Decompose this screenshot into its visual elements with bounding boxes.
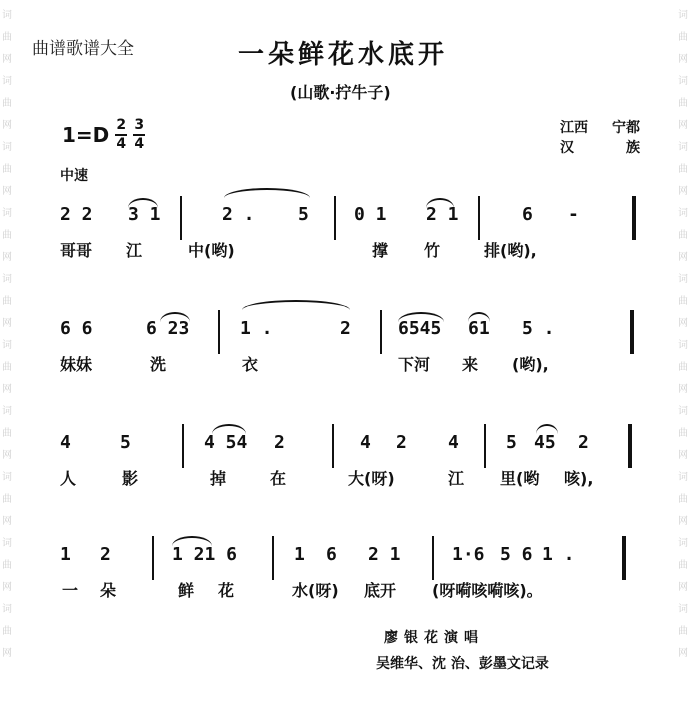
note-group: 6: [326, 544, 337, 565]
note-group: 2: [274, 432, 285, 453]
lyric: 影: [122, 469, 139, 488]
bar-line: [180, 196, 182, 240]
lyric: 撑: [372, 241, 389, 260]
bar-line: [478, 196, 480, 240]
lyric: (哟),: [512, 355, 549, 374]
lyric: 咳),: [564, 469, 594, 488]
bar-line: [218, 310, 220, 354]
bar-line: [632, 196, 636, 240]
credits: [376, 625, 549, 677]
lyric: 下河: [398, 355, 431, 374]
slur: [224, 188, 310, 198]
note-group: 4: [448, 432, 459, 453]
lyric: 花: [218, 581, 235, 600]
note-group: 2: [340, 318, 351, 339]
performer-credit: 廖银花演唱: [384, 630, 484, 646]
bar-line: [380, 310, 382, 354]
note-group: 5: [506, 432, 517, 453]
site-label: 曲谱歌谱大全: [32, 39, 134, 59]
lyric: 江: [448, 469, 465, 488]
slur: [536, 424, 558, 434]
slur: [398, 312, 444, 322]
note-group: 1 .: [542, 544, 575, 565]
note-group: -: [568, 204, 579, 225]
lyric: 人: [60, 469, 77, 488]
slur: [172, 536, 212, 546]
song-origin: [560, 118, 640, 158]
time-signature-2-top: 3: [134, 117, 145, 133]
note-group: 5: [120, 432, 131, 453]
note-group: 1: [294, 544, 305, 565]
time-signature-1: [115, 118, 127, 152]
side-watermark-right: 词 曲 网 词 曲 网 词 曲 网 词 曲 网 词 曲 网 词 曲 网 词 曲 网 词 曲 网 词 曲 网 词 曲 网: [678, 10, 688, 659]
time-signature-2: [133, 118, 145, 152]
note-group: 2 .: [222, 204, 255, 225]
origin-people-b: 族: [626, 140, 640, 156]
lyric: 在: [270, 469, 287, 488]
bar-line: [152, 536, 154, 580]
lyric: 底开: [364, 581, 397, 600]
bar-line: [628, 424, 632, 468]
note-group: 4: [360, 432, 371, 453]
lyric: 哥哥: [60, 241, 93, 260]
time-signature-1-top: 2: [116, 117, 127, 133]
side-watermark-left: 词 曲 网 词 曲 网 词 曲 网 词 曲 网 词 曲 网 词 曲 网 词 曲 网 词 曲 网 词 曲 网 词 曲 网: [2, 10, 12, 659]
slur: [426, 198, 454, 208]
lyric: 掉: [210, 469, 227, 488]
lyric: 中(哟): [188, 241, 235, 260]
lyric: 衣: [242, 355, 259, 374]
time-signature-1-bottom: 4: [116, 136, 127, 152]
song-title: 一朵鲜花水底开: [238, 40, 449, 70]
bar-line: [332, 424, 334, 468]
lyric: 水(呀): [292, 581, 339, 600]
note-group: 6 23: [146, 318, 190, 339]
note-group: 2 1: [368, 544, 401, 565]
lyric: (呀嗬咳嗬咳)。: [432, 581, 543, 600]
slur: [160, 312, 190, 322]
bar-line: [432, 536, 434, 580]
bar-line: [484, 424, 486, 468]
note-group: 1 21 6: [172, 544, 238, 565]
lyric: 朵: [100, 581, 117, 600]
bar-line: [182, 424, 184, 468]
lyric: 排(哟),: [484, 241, 537, 260]
note-group: 5 .: [522, 318, 555, 339]
note-group: 2 1: [426, 204, 459, 225]
lyric: 江: [126, 241, 143, 260]
bar-line: [622, 536, 626, 580]
note-group: 1: [60, 544, 71, 565]
recorder-credit: 吴维华、沈 治、彭墨文记录: [376, 656, 549, 672]
key-label: 1=D: [62, 123, 110, 147]
note-group: 5 6: [500, 544, 533, 565]
note-group: 0 1: [354, 204, 387, 225]
song-subtitle: (山歌·拧牛子): [290, 83, 391, 102]
slur: [212, 424, 246, 434]
origin-people-a: 汉: [560, 140, 574, 156]
bar-line: [630, 310, 634, 354]
note-group: 61: [468, 318, 490, 339]
slur: [242, 300, 350, 310]
note-group: 2: [100, 544, 111, 565]
lyric: 妹妹: [60, 355, 93, 374]
slur: [128, 198, 158, 208]
lyric: 鲜: [178, 581, 195, 600]
lyric: 洗: [150, 355, 167, 374]
note-group: 6545: [398, 318, 442, 339]
tempo-marking: 中速: [60, 168, 88, 184]
key-signature: [62, 118, 145, 152]
note-group: 2: [578, 432, 589, 453]
time-signature-2-bottom: 4: [134, 136, 145, 152]
note-group: 45: [534, 432, 556, 453]
slur: [468, 312, 490, 322]
note-group: 1·6: [452, 544, 485, 565]
origin-place-b: 宁都: [612, 120, 640, 136]
lyric: 大(呀): [348, 469, 395, 488]
note-group: 5: [298, 204, 309, 225]
note-group: 2: [396, 432, 407, 453]
lyric: 竹: [424, 241, 441, 260]
bar-line: [334, 196, 336, 240]
lyric: 一: [62, 581, 79, 600]
lyric: 里(哟: [500, 469, 540, 488]
bar-line: [272, 536, 274, 580]
origin-place-a: 江西: [560, 120, 588, 136]
note-group: 2 2: [60, 204, 93, 225]
note-group: 3 1: [128, 204, 161, 225]
lyric: 来: [462, 355, 479, 374]
note-group: 4: [60, 432, 71, 453]
note-group: 1 .: [240, 318, 273, 339]
note-group: 6 6: [60, 318, 93, 339]
note-group: 4 54: [204, 432, 248, 453]
note-group: 6: [522, 204, 533, 225]
